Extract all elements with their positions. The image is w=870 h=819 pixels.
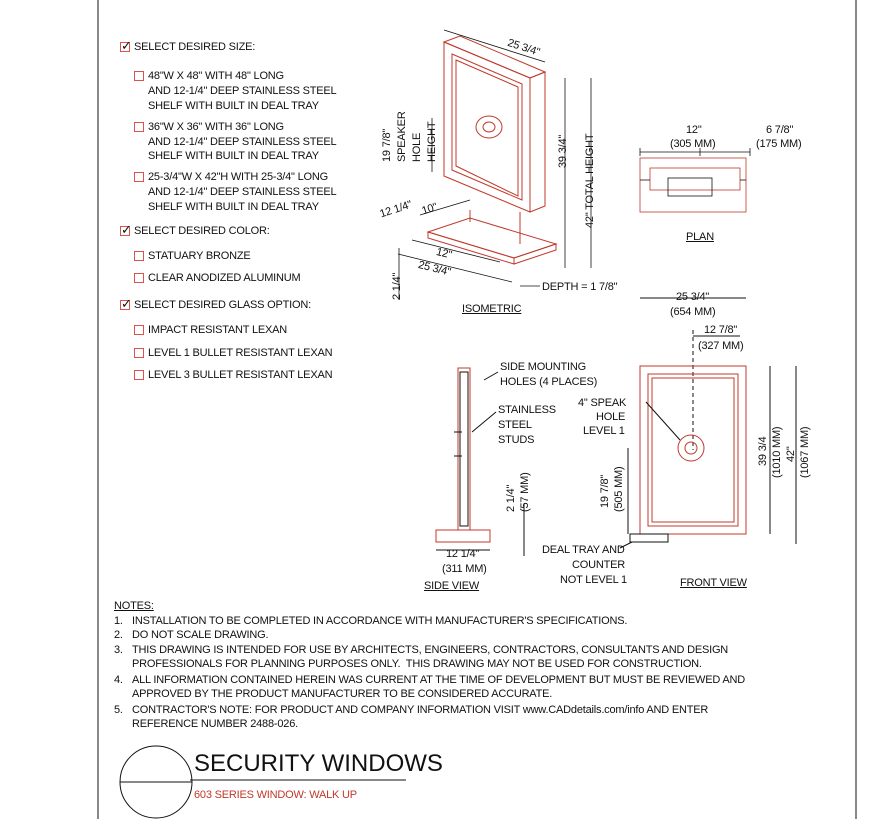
iso-dim-12: 12" xyxy=(434,245,453,262)
front-speak-line-2: HOLE xyxy=(596,411,626,423)
check-icon: ✓ xyxy=(121,38,132,53)
side-dim-h-line-2: (57 MM) xyxy=(519,472,531,512)
side-view-title: SIDE VIEW xyxy=(424,580,480,592)
note-4-number: 4. xyxy=(114,674,123,686)
color-option-2-checkbox[interactable] xyxy=(134,273,144,283)
front-view-title: FRONT VIEW xyxy=(680,577,747,589)
size-option-2-line-2: AND 12-1/4" DEEP STAINLESS STEEL xyxy=(148,136,337,148)
size-heading: SELECT DESIRED SIZE: xyxy=(134,41,256,53)
check-icon: ✓ xyxy=(121,296,132,311)
glass-option-2-checkbox[interactable] xyxy=(134,348,144,358)
note-2-number: 2. xyxy=(114,629,123,641)
front-speak-line-1: 4" SPEAK xyxy=(578,397,627,409)
side-mounting-line-2: HOLES (4 PLACES) xyxy=(500,376,598,388)
plan-drawing xyxy=(640,148,750,212)
note-5-number: 5. xyxy=(114,704,123,716)
side-studs-line-1: STAINLESS xyxy=(498,404,556,416)
glass-option-1: IMPACT RESISTANT LEXAN xyxy=(148,324,288,336)
size-option-3-line-2: AND 12-1/4" DEEP STAINLESS STEEL xyxy=(148,186,337,198)
front-speak-line-3: LEVEL 1 xyxy=(583,425,625,437)
glass-option-1-checkbox[interactable] xyxy=(134,325,144,335)
plan-title: PLAN xyxy=(686,231,714,243)
size-option-2-checkbox[interactable] xyxy=(134,122,144,132)
front-dim-speak-line-1: 19 7/8" xyxy=(599,474,611,508)
plan-dim-right-line-1: 6 7/8" xyxy=(766,124,794,136)
color-option-1: STATUARY BRONZE xyxy=(148,250,251,262)
iso-speaker-line-1: 19 7/8" xyxy=(381,128,393,162)
drawing-title: SECURITY WINDOWS xyxy=(194,750,443,777)
glass-option-3-checkbox[interactable] xyxy=(134,370,144,380)
iso-dim-1214: 12 1/4" xyxy=(378,198,414,221)
front-dim-42-line-2: (1067 MM) xyxy=(799,426,811,478)
size-option-2-line-3: SHELF WITH BUILT IN DEAL TRAY xyxy=(148,150,319,162)
size-option-1-line-1: 48"W X 48" WITH 48" LONG xyxy=(148,70,284,82)
color-option-2: CLEAR ANODIZED ALUMINUM xyxy=(148,272,301,284)
color-option-1-checkbox[interactable] xyxy=(134,251,144,261)
front-deal-line-3: NOT LEVEL 1 xyxy=(560,574,627,586)
note-3-line-2: PROFESSIONALS FOR PLANNING PURPOSES ONLY. THIS DRAWING MAY NOT BE USED FOR CONSTRUCTION. xyxy=(132,658,702,670)
size-option-1-checkbox[interactable] xyxy=(134,71,144,81)
front-dim-w-line-2: (654 MM) xyxy=(670,306,716,318)
front-dim-c-line-1: 12 7/8" xyxy=(704,324,738,336)
plan-dim-left-line-2: (305 MM) xyxy=(670,138,716,150)
isometric-title: ISOMETRIC xyxy=(462,303,522,315)
front-dim-speak-line-2: (505 MM) xyxy=(613,466,625,512)
note-5-line-2: REFERENCE NUMBER 2488-026. xyxy=(132,718,298,730)
size-option-3-checkbox[interactable] xyxy=(134,172,144,182)
iso-dim-10: 10" xyxy=(420,201,439,218)
side-view-drawing xyxy=(436,368,524,556)
side-mounting-line-1: SIDE MOUNTING xyxy=(500,361,587,373)
drawing-subtitle: 603 SERIES WINDOW: WALK UP xyxy=(194,789,357,801)
glass-option-2: LEVEL 1 BULLET RESISTANT LEXAN xyxy=(148,347,333,359)
front-dim-393-line-2: (1010 MM) xyxy=(771,426,783,478)
check-icon: ✓ xyxy=(121,222,132,237)
size-option-1-line-2: AND 12-1/4" DEEP STAINLESS STEEL xyxy=(148,85,337,97)
iso-speaker-line-3: HOLE xyxy=(411,132,423,162)
iso-speaker-line-2: SPEAKER xyxy=(396,111,408,162)
plan-dim-right-line-2: (175 MM) xyxy=(756,138,802,150)
front-dim-c-line-2: (327 MM) xyxy=(698,340,744,352)
note-4-line-2: APPROVED BY THE PRODUCT MANUFACTURER TO BE CONSIDERED ACCURATE. xyxy=(132,688,553,700)
iso-total-height: 42" TOTAL HEIGHT xyxy=(584,133,596,228)
isometric-drawing xyxy=(428,36,556,264)
size-option-3-line-3: SHELF WITH BUILT IN DEAL TRAY xyxy=(148,201,319,213)
glass-heading: SELECT DESIRED GLASS OPTION: xyxy=(134,299,311,311)
notes-heading: NOTES: xyxy=(114,600,154,612)
color-heading: SELECT DESIRED COLOR: xyxy=(134,225,270,237)
iso-dim-393: 39 3/4" xyxy=(557,134,569,168)
iso-speaker-line-4: HEIGHT xyxy=(426,121,438,162)
note-1-number: 1. xyxy=(114,615,123,627)
iso-dim-214: 2 1/4" xyxy=(391,272,403,300)
note-5-line-1: CONTRACTOR'S NOTE: FOR PRODUCT AND COMPANY INFORMATION VISIT www.CADdetails.com/info AND ENTER xyxy=(132,704,709,716)
size-option-2-line-1: 36"W X 36" WITH 36" LONG xyxy=(148,121,284,133)
note-3-number: 3. xyxy=(114,644,123,656)
size-option-1-line-3: SHELF WITH BUILT IN DEAL TRAY xyxy=(148,100,319,112)
glass-option-3: LEVEL 3 BULLET RESISTANT LEXAN xyxy=(148,369,333,381)
side-dim-w-line-2: (311 MM) xyxy=(442,563,487,575)
note-2-text: DO NOT SCALE DRAWING. xyxy=(132,629,269,641)
front-deal-line-2: COUNTER xyxy=(572,559,625,571)
note-1-text: INSTALLATION TO BE COMPLETED IN ACCORDANCE WITH MANUFACTURER'S SPECIFICATIONS. xyxy=(132,615,628,627)
front-dim-393-line-1: 39 3/4 xyxy=(757,436,769,466)
side-dim-w-line-1: 12 1/4" xyxy=(446,548,480,560)
plan-dim-left-line-1: 12" xyxy=(686,124,702,136)
front-dim-42-line-1: 42" xyxy=(785,446,797,462)
front-deal-line-1: DEAL TRAY AND xyxy=(542,544,625,556)
iso-dim-top: 25 3/4" xyxy=(505,36,542,59)
side-dim-h-line-1: 2 1/4" xyxy=(505,484,517,512)
side-studs-line-3: STUDS xyxy=(498,434,535,446)
size-option-3-line-1: 25-3/4"W X 42"H WITH 25-3/4" LONG xyxy=(148,171,328,183)
note-3-line-1: THIS DRAWING IS INTENDED FOR USE BY ARCHITECTS, ENGINEERS, CONTRACTORS, CONSULTANTS AND DESIGN xyxy=(132,644,729,656)
iso-dim-2534: 25 3/4" xyxy=(416,258,452,279)
front-dim-w-line-1: 25 3/4" xyxy=(676,291,710,303)
side-studs-line-2: STEEL xyxy=(498,419,532,431)
note-4-line-1: ALL INFORMATION CONTAINED HEREIN WAS CURRENT AT THE TIME OF DEVELOPMENT BUT MUST BE REVIEWED AND xyxy=(132,674,745,686)
iso-depth: DEPTH = 1 7/8" xyxy=(542,281,618,293)
